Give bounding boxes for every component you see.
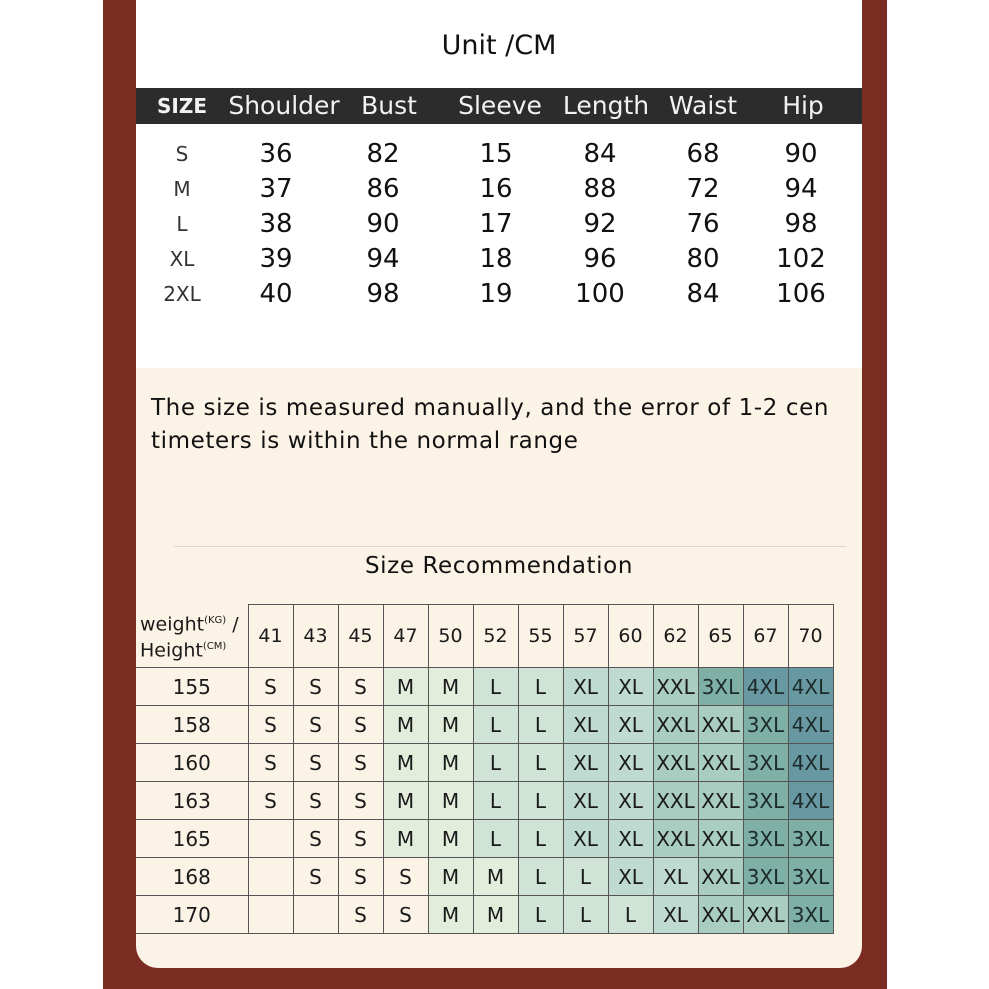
table-row [136, 668, 833, 706]
weight-header-row [136, 605, 833, 668]
size-cell: XL [608, 706, 653, 744]
size-cell: L [518, 744, 563, 782]
cell-bust: 86 [366, 174, 400, 204]
height-cell: 158 [136, 706, 248, 744]
cell-shoulder: 39 [259, 244, 293, 274]
measurement-row [136, 172, 862, 207]
size-cell: L [518, 782, 563, 820]
cell-length: 100 [575, 279, 625, 309]
size-cell: L [518, 668, 563, 706]
size-cell: M [428, 706, 473, 744]
table-row [136, 820, 833, 858]
header-waist: Waist [668, 91, 738, 120]
size-cell: 4XL [788, 782, 833, 820]
size-cell: L [473, 668, 518, 706]
size-cell: S [293, 782, 338, 820]
cell-sleeve: 19 [479, 279, 513, 309]
size-cell: S [248, 668, 293, 706]
size-cell: L [518, 706, 563, 744]
height-cell: 163 [136, 782, 248, 820]
size-cell: S [248, 744, 293, 782]
size-cell: M [383, 782, 428, 820]
measurement-row [136, 137, 862, 172]
header-shoulder: Shoulder [228, 91, 340, 120]
size-cell: S [338, 744, 383, 782]
size-cell: S [248, 782, 293, 820]
height-cell: 155 [136, 668, 248, 706]
weight-header-cell: 45 [338, 605, 383, 668]
measurement-section [136, 0, 862, 368]
size-cell: L [563, 896, 608, 934]
cell-size: L [176, 212, 188, 236]
size-cell: L [518, 896, 563, 934]
divider [174, 546, 846, 547]
cell-shoulder: 38 [259, 209, 293, 239]
size-cell: 3XL [698, 668, 743, 706]
cell-sleeve: 18 [479, 244, 513, 274]
size-cell: M [473, 896, 518, 934]
height-cell: 168 [136, 858, 248, 896]
size-cell: S [338, 858, 383, 896]
size-cell: S [338, 782, 383, 820]
cell-sleeve: 17 [479, 209, 513, 239]
size-cell: M [428, 744, 473, 782]
size-cell: L [608, 896, 653, 934]
weight-header-cell: 70 [788, 605, 833, 668]
size-cell: M [383, 706, 428, 744]
weight-header-cell: 52 [473, 605, 518, 668]
size-cell: S [338, 820, 383, 858]
size-cell: L [518, 820, 563, 858]
size-cell: XL [608, 858, 653, 896]
size-cell: L [563, 858, 608, 896]
measurement-header [136, 88, 862, 124]
cell-length: 96 [583, 244, 617, 274]
cell-sleeve: 16 [479, 174, 513, 204]
size-cell: XL [563, 744, 608, 782]
measurement-row [136, 207, 862, 242]
size-cell: S [338, 706, 383, 744]
cell-waist: 68 [686, 139, 720, 169]
size-cell: XL [608, 820, 653, 858]
weight-header-cell: 55 [518, 605, 563, 668]
cell-waist: 76 [686, 209, 720, 239]
size-cell: XXL [698, 820, 743, 858]
size-cell: XL [608, 668, 653, 706]
size-cell: XXL [653, 744, 698, 782]
weight-header-cell: 41 [248, 605, 293, 668]
size-cell: M [428, 896, 473, 934]
size-cell: S [293, 858, 338, 896]
table-row [136, 896, 833, 934]
cell-waist: 84 [686, 279, 720, 309]
size-cell: M [428, 820, 473, 858]
size-cell: 4XL [788, 706, 833, 744]
size-cell: XL [563, 706, 608, 744]
size-cell: 4XL [788, 744, 833, 782]
weight-height-corner [136, 605, 248, 668]
size-cell [293, 896, 338, 934]
header-sleeve: Sleeve [458, 91, 542, 120]
cell-size: XL [169, 247, 195, 271]
cell-bust: 90 [366, 209, 400, 239]
cell-size: S [175, 142, 189, 166]
cell-waist: 72 [686, 174, 720, 204]
weight-header-cell: 67 [743, 605, 788, 668]
slash: / [232, 613, 239, 636]
height-label: Height [140, 639, 203, 662]
size-cell: XXL [698, 706, 743, 744]
size-cell: S [383, 896, 428, 934]
table-row [136, 782, 833, 820]
weight-header-cell: 62 [653, 605, 698, 668]
cell-length: 84 [583, 139, 617, 169]
size-cell: XXL [653, 668, 698, 706]
size-cell: L [518, 858, 563, 896]
cell-hip: 98 [784, 209, 818, 239]
weight-header-cell: 47 [383, 605, 428, 668]
header-size: SIZE [156, 94, 208, 118]
cell-shoulder: 37 [259, 174, 293, 204]
measurement-note: The size is measured manually, and the error of 1-2 cen timeters is within the normal range [151, 395, 830, 454]
size-cell: XL [653, 858, 698, 896]
size-cell: L [473, 744, 518, 782]
size-cell: 3XL [743, 782, 788, 820]
size-cell: 3XL [788, 820, 833, 858]
size-cell: XXL [698, 858, 743, 896]
size-cell: M [383, 744, 428, 782]
cell-length: 92 [583, 209, 617, 239]
header-length: Length [562, 91, 650, 120]
cell-shoulder: 40 [259, 279, 293, 309]
size-cell: XL [563, 782, 608, 820]
size-cell: M [473, 858, 518, 896]
size-cell: S [293, 706, 338, 744]
size-cell: S [293, 820, 338, 858]
size-cell: XXL [653, 706, 698, 744]
size-cell: M [383, 820, 428, 858]
size-cell: XL [653, 896, 698, 934]
weight-header-cell: 60 [608, 605, 653, 668]
measurement-row [136, 242, 862, 277]
size-cell: L [473, 782, 518, 820]
size-cell: M [428, 668, 473, 706]
cell-bust: 82 [366, 139, 400, 169]
height-cell: 160 [136, 744, 248, 782]
weight-unit: (KG) [204, 615, 227, 627]
size-cell: XXL [698, 744, 743, 782]
size-cell: L [473, 706, 518, 744]
size-cell: 3XL [788, 896, 833, 934]
size-cell: S [293, 668, 338, 706]
size-cell [248, 858, 293, 896]
size-cell: 3XL [743, 744, 788, 782]
size-cell: XL [608, 782, 653, 820]
size-cell: 4XL [743, 668, 788, 706]
cell-hip: 94 [784, 174, 818, 204]
size-cell: S [338, 896, 383, 934]
size-cell: 4XL [788, 668, 833, 706]
cell-hip: 90 [784, 139, 818, 169]
weight-label: weight [140, 613, 205, 636]
cell-hip: 106 [776, 279, 826, 309]
size-chart-card [136, 0, 862, 968]
cell-shoulder: 36 [259, 139, 293, 169]
size-cell: XL [608, 744, 653, 782]
size-recommendation-table [136, 604, 834, 934]
size-cell [248, 820, 293, 858]
size-cell: M [428, 858, 473, 896]
cell-bust: 98 [366, 279, 400, 309]
size-cell: 3XL [743, 820, 788, 858]
size-cell: 3XL [788, 858, 833, 896]
height-cell: 165 [136, 820, 248, 858]
size-cell: XL [563, 820, 608, 858]
weight-header-cell: 57 [563, 605, 608, 668]
size-cell: S [383, 858, 428, 896]
table-row [136, 858, 833, 896]
weight-header-cell: 43 [293, 605, 338, 668]
size-cell: M [383, 668, 428, 706]
size-cell: S [293, 744, 338, 782]
height-cell: 170 [136, 896, 248, 934]
cell-sleeve: 15 [479, 139, 513, 169]
size-cell: S [248, 706, 293, 744]
size-cell: XXL [698, 782, 743, 820]
size-cell: L [473, 820, 518, 858]
cell-waist: 80 [686, 244, 720, 274]
header-hip: Hip [782, 91, 824, 120]
cell-length: 88 [583, 174, 617, 204]
cell-size: 2XL [163, 282, 201, 306]
size-cell: XXL [653, 820, 698, 858]
size-cell: XL [563, 668, 608, 706]
table-row [136, 744, 833, 782]
height-unit: (CM) [202, 640, 227, 652]
header-bust: Bust [361, 91, 417, 120]
size-cell: XXL [653, 782, 698, 820]
size-cell: XXL [743, 896, 788, 934]
table-row [136, 706, 833, 744]
weight-header-cell: 65 [698, 605, 743, 668]
size-cell: S [338, 668, 383, 706]
cell-bust: 94 [366, 244, 400, 274]
measurement-row [136, 277, 862, 312]
unit-title: Unit /CM [441, 30, 557, 61]
size-cell [248, 896, 293, 934]
weight-header-cell: 50 [428, 605, 473, 668]
size-cell: 3XL [743, 858, 788, 896]
size-cell: XXL [698, 896, 743, 934]
cell-size: M [173, 177, 191, 201]
size-cell: M [428, 782, 473, 820]
recommendation-title: Size Recommendation [364, 553, 634, 579]
size-cell: 3XL [743, 706, 788, 744]
cell-hip: 102 [776, 244, 826, 274]
